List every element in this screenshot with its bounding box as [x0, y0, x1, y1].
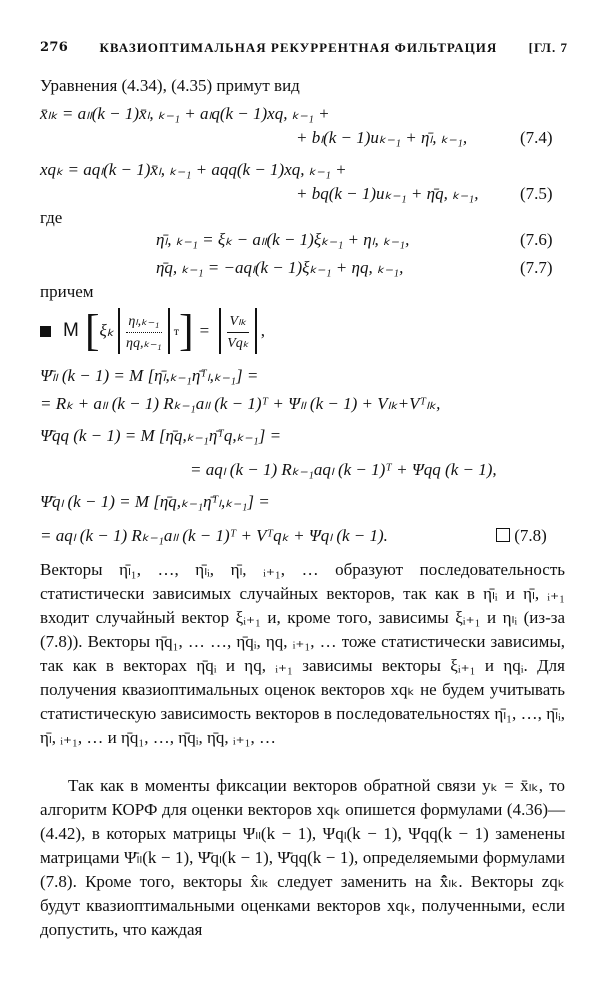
moreover-word: причем: [40, 282, 94, 301]
eq-7-5-line1: xqₖ = aqₗ(k − 1)x̄ₗ, ₖ₋₁ + aqq(k − 1)xq, ₖ₋₁ +: [40, 160, 347, 179]
psi-qq-line1: Ψ̄qq (k − 1) = M [η̄q,ₖ₋₁η̄ᵀq,ₖ₋₁] =: [40, 426, 282, 445]
psi-ll-line2: = Rₖ + aₗₗ (k − 1) Rₖ₋₁aₗₗ (k − 1)ᵀ + Ψₗₗ (k − 1) + Vₗₖ+Vᵀₗₖ,: [40, 394, 441, 413]
transpose-mark: т: [173, 323, 179, 338]
psi-ql-line2: = aqₗ (k − 1) Rₖ₋₁aₗₗ (k − 1)ᵀ + Vᵀqₖ + Ψqₗ (k − 1).: [40, 526, 388, 545]
eq-7-5-line2: + bq(k − 1)uₖ₋₁ + η̄q, ₖ₋₁,: [296, 184, 479, 203]
right-bracket: ]: [178, 306, 194, 355]
paragraph-dependence: Векторы η̄ₗ₁, …, η̄ₗᵢ, η̄ₗ, ᵢ₊₁, … образуют последовательность статистически зависимых случайных векторов, так как в η̄ₗᵢ и η̄ₗ, ᵢ₊₁ входит случайный вектор ξᵢ₊₁ и, кроме того, зависимы ξᵢ₊₁ и ηₗᵢ (из-за (7.8)). Векторы η̄q₁, … …, η̄qᵢ, ηq, ᵢ₊₁, … тоже статистически зависимы, так как в векторах η̄qᵢ и ηq, ᵢ₊₁ зависимы векторы ξᵢ₊₁ и ηqᵢ. Для получения квазиоптимальных оценок векторов xqₖ не будем учитывать статистическую зависимость векторов в последовательностях η̄ₗ₁, …, η̄ₗᵢ, η̄ₗ, ᵢ₊₁, … и η̄q₁, …, η̄qᵢ, η̄q, ᵢ₊₁, …: [40, 560, 565, 747]
eq-7-8-marker: [496, 526, 547, 546]
v-bottom: Vqₖ: [227, 336, 249, 351]
end-of-proof-square-icon: [40, 326, 51, 337]
eq-7-4-tag: (7.4): [520, 128, 553, 147]
where-word: где: [40, 208, 63, 227]
psi-ll-line1: Ψ̄ₗₗ (k − 1) = M [η̄ₗ,ₖ₋₁η̄ᵀₗ,ₖ₋₁] =: [40, 366, 259, 385]
eq-7-6-tag: (7.6): [520, 230, 553, 249]
eq-7-6: η̄ₗ, ₖ₋₁ = ξₖ − aₗₗ(k − 1)ξₖ₋₁ + ηₗ, ₖ₋₁,: [156, 230, 410, 249]
paragraph-korf-algorithm: Так как в моменты фиксации векторов обратной связи yₖ = x̄ₗₖ, то алгоритм КОРФ для оценки векторов xqₖ опишется формулами (4.36)—(4.42), в которых матрицы Ψₗₗ(k − 1), Ψqₗ(k − 1), Ψqq(k − 1) заменены матрицами Ψ̄ₗₗ(k − 1), Ψ̄qₗ(k − 1), Ψ̄qq(k − 1), определяемыми формулами (7.8). Кроме того, векторы x̂ₗₖ следует заменить на x̄̂ₗₖ. Векторы zqₖ будут квазиоптимальными оценками векторов xqₖ, полученными, если допустить, что каждая: [40, 776, 565, 939]
equals-sign: =: [199, 321, 210, 340]
left-bracket: [: [84, 306, 100, 355]
v-top: Vₗₖ: [229, 314, 247, 329]
running-header: [40, 40, 568, 56]
expectation-operator: M: [63, 320, 79, 341]
result-vector-block: [219, 308, 257, 354]
psi-qq-line2: = aqₗ (k − 1) Rₖ₋₁aqₗ (k − 1)ᵀ + Ψqq (k − 1),: [190, 460, 497, 479]
eq-7-4-line2: + bₗ(k − 1)uₖ₋₁ + η̄ₗ, ₖ₋₁,: [296, 128, 468, 147]
eq-7-4-line1: x̄ₗₖ = aₗₗ(k − 1)x̄ₗ, ₖ₋₁ + aₗq(k − 1)xq, ₖ₋₁ +: [40, 104, 330, 123]
noise-top: ηₗ,ₖ₋₁: [128, 314, 160, 329]
running-title: КВАЗИОПТИМАЛЬНАЯ РЕКУРРЕНТНАЯ ФИЛЬТРАЦИЯ: [99, 40, 498, 55]
xi-symbol: ξₖ: [99, 321, 115, 340]
noise-vector-block: [118, 308, 170, 354]
page-number: 276: [40, 40, 69, 55]
chapter-label: [ГЛ. 7: [528, 40, 568, 55]
psi-ql-line1: Ψ̄qₗ (k − 1) = M [η̄q,ₖ₋₁η̄ᵀₗ,ₖ₋₁] =: [40, 492, 270, 511]
intro-line: Уравнения (4.34), (4.35) примут вид: [40, 76, 300, 95]
eq-7-8-tag: (7.8): [514, 526, 547, 545]
eq-7-7: η̄q, ₖ₋₁ = −aqₗ(k − 1)ξₖ₋₁ + ηq, ₖ₋₁,: [156, 258, 404, 277]
end-box-icon: [496, 528, 510, 542]
noise-bottom: ηq,ₖ₋₁: [126, 336, 162, 351]
block-covariance-equation: M [ ξₖ $\frac{\text{ηₗ,ₖ₋₁}}{\text{ηq,ₖ₋₁}}$ т ] = Vₗₖ Vqₖ ,: [40, 308, 265, 354]
eq-7-5-tag: (7.5): [520, 184, 553, 203]
eq-7-7-tag: (7.7): [520, 258, 553, 277]
